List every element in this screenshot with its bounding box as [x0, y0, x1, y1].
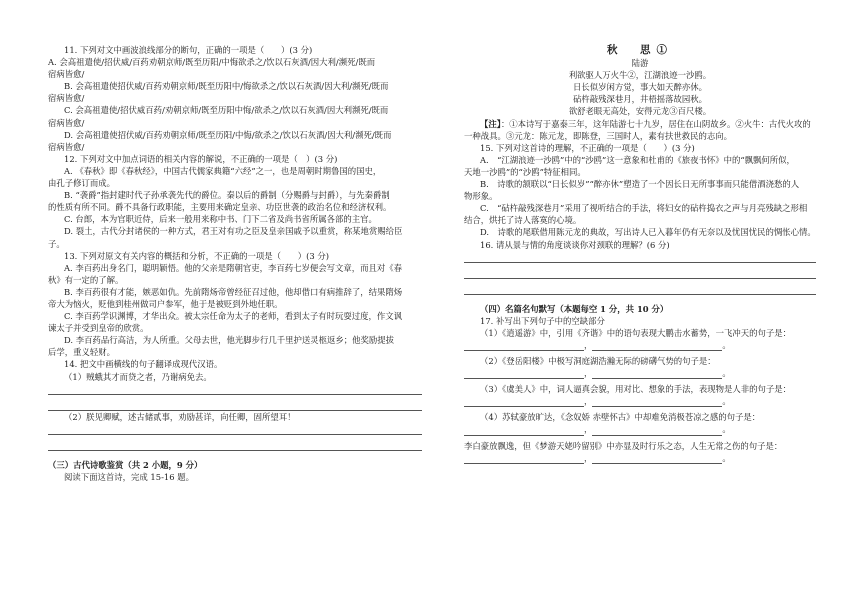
comma: ，: [584, 368, 593, 379]
q17-item-3: （3）《虞美人》中，词人逼真会貌，用对比、想象的手法，表现物是人非的句子是：: [480, 384, 792, 395]
period: 。: [722, 339, 731, 350]
period: 。: [722, 452, 731, 463]
q15-option-a: A. “江湖浪迹一沙鸥”中的“沙鸥”这一意象和杜甫的《旅夜书怀》中的“飘飘何所似，: [480, 154, 795, 165]
comma: ，: [584, 424, 593, 435]
question-15: [464, 142, 816, 239]
q17-5-blank-a[interactable]: [464, 453, 584, 464]
q16-answer-line-3[interactable]: [464, 283, 816, 295]
section-3-intro: 阅读下面这首诗，完成 15-16 题。: [64, 471, 194, 482]
q17-5-blank-b[interactable]: [592, 453, 722, 464]
q12-option-b-cont: 的性质有所不同。爵不具备行政职能，主要用来确定皇亲、功臣世袭的政治名位和经济权利。: [48, 202, 392, 213]
q15-option-d: D. 诗歌的尾联借用陈元龙的典故，写出诗人已入暮年仍有无奈以及忧国忧民的惆怅心情。: [480, 227, 816, 238]
q15-option-a-cont: 天地一沙鸥”的“沙鸥”特征相同。: [464, 166, 586, 177]
q15-option-c: C. “砧杵敲残深巷月”采用了视听结合的手法，将妇女的砧杵捣衣之声与月亮残缺之形相: [480, 203, 808, 214]
q14-answer-line-1a[interactable]: [48, 383, 422, 395]
q16-answer-line-2[interactable]: [464, 267, 816, 279]
q15-stem: 15. 下列对这首诗的理解，不正确的一项是（ ）(3 分): [480, 142, 695, 153]
q13-option-a: A. 李百药出身名门，聪明颖悟。他的父亲是隋朝官吏，李百药七岁便会写文章，而且对《春: [64, 262, 402, 273]
q12-option-a: A. 《春秋》即《春秋经》，中国古代儒家典籍“六经”之一，也是周朝时期鲁国的国史，: [64, 165, 382, 176]
q14-answer-line-2b[interactable]: [48, 439, 422, 451]
q12-option-b: B. “袭爵”指封建时代子孙承袭先代的爵位。秦以后的爵制（分赐爵与封爵），与先秦爵制: [64, 190, 390, 201]
poem-line-2: 日长似岁闲方觉，事大如天醉亦休。: [573, 82, 707, 93]
q14-answer-line-2a[interactable]: [48, 423, 422, 435]
q17-4-blank-a[interactable]: [464, 425, 584, 436]
q11-option-b-cont: 宿病皆愈/: [48, 93, 85, 104]
q17-1-blank-b[interactable]: [592, 340, 722, 351]
poem-author: 陆游: [631, 58, 649, 69]
q17-stem: 17. 补写出下列句子中的空缺部分: [480, 315, 605, 326]
comma: ，: [584, 339, 593, 350]
q17-2-blank-a[interactable]: [464, 368, 584, 379]
comma: ，: [584, 396, 593, 407]
q14-sentence-1: （1）贼蛾其才而贷之者，乃谢病免去。: [64, 371, 212, 382]
poem-line-3: 砧杵敲残深巷月，井梧摇落故园秋。: [573, 94, 707, 105]
note-text: ：①本诗写于嘉泰三年，这年陆游七十九岁，居住在山阴故乡。②火牛：古代火攻的: [500, 118, 811, 129]
q12-option-c: C. 台郎，本为官职近侍，后来一般用来称中书、门下二省及尚书省所属各部的主官。: [64, 214, 377, 225]
question-14: [48, 358, 422, 450]
poem-line-1: 利欲驱人万火牛②，江湖浪迹一沙鸥。: [568, 70, 712, 81]
comma: ，: [584, 452, 593, 463]
question-13: [48, 250, 422, 359]
q11-option-a-cont: 宿病皆愈/: [48, 69, 85, 80]
q15-option-b: B. 诗歌的颔联以“日长似岁”“醉亦休”塑造了一个因长日无所事事而只能借酒浇愁的人: [480, 179, 800, 190]
poem-line-4: 欲舒老眼无高处，安得元龙③百尺楼。: [568, 106, 712, 117]
q12-stem: 12. 下列对文中加点词语的相关内容的解说，不正确的一项是（ ）(3 分): [64, 153, 338, 164]
q17-item-5: 李白豪放飘逸，但《梦游天姥吟留别》中亦显及时行乐之态，人生无常之伤的句子是：: [464, 440, 783, 451]
q14-stem: 14. 把文中画横线的句子翻译成现代汉语。: [64, 359, 223, 370]
q17-item-1: （1）《逍遥游》中，引用《齐谐》中的语句表现大鹏击水蓄势，一飞冲天的句子是：: [480, 327, 792, 338]
q15-option-c-cont: 结合，烘托了诗人落寞的心境。: [464, 215, 582, 226]
q11-option-c: C. 会高祖遣使/招伏威百药/劝朝京师/既至历阳中悔/欲杀之/饮以石灰酒/因大利濒死/既而: [64, 105, 389, 116]
right-column: [464, 44, 816, 464]
q13-stem: 13. 下列对原文有关内容的概括和分析，不正确的一项是（ ）(3 分): [64, 250, 330, 261]
q14-sentence-2: （2）朕见卿赋，述古储贰事，劝励甚详，向任卿，固所望耳！: [64, 411, 296, 422]
poem-title: 秋 思①: [607, 44, 673, 56]
q13-option-a-cont: 秋》有一定的了解。: [48, 274, 124, 285]
question-11: [48, 44, 422, 153]
q13-option-b-cont: 帝大为恼火，贬他到桂州做司户参军，他于是被贬到外地任职。: [48, 298, 283, 309]
q13-option-c-cont: 谏太子并受到皇帝的欣赏。: [48, 323, 149, 334]
q13-option-d-cont: 后学，重义轻财。: [48, 347, 115, 358]
q17-4-blank-b[interactable]: [592, 425, 722, 436]
q17-3-blank-a[interactable]: [464, 396, 584, 407]
q17-1-blank-a[interactable]: [464, 340, 584, 351]
q11-option-c-cont: 宿病皆愈/: [48, 117, 85, 128]
question-16: [464, 239, 816, 295]
section-3-title: （三）古代诗歌鉴赏（共 2 小题，9 分）: [48, 459, 203, 470]
period: 。: [722, 368, 731, 379]
section-4-title: （四）名篇名句默写（本题每空 1 分，共 10 分）: [480, 303, 669, 314]
q17-2-blank-b[interactable]: [592, 368, 722, 379]
question-12: [48, 153, 422, 250]
question-17: [464, 315, 816, 464]
section-4: [464, 303, 816, 315]
q13-option-d: D. 李百药品行高洁，为人所重。父母去世，他光脚步行几千里护送灵柩返乡；他奖励提拔: [64, 335, 394, 346]
q16-answer-line-1[interactable]: [464, 251, 816, 263]
q11-option-a: A. 会高祖遣使/招伏威/百药劝朝京师/既至历阳/中悔欲杀之/饮以石灰酒/因大利/濒死/既而: [48, 57, 376, 68]
poem-note: [464, 118, 816, 142]
q11-option-d-cont: 宿病皆愈/: [48, 141, 85, 152]
period: 。: [722, 424, 731, 435]
q14-answer-line-1b[interactable]: [48, 399, 422, 411]
q16-stem: 16. 请从景与情的角度谈谈你对颈联的理解？(6 分): [480, 239, 670, 250]
q17-item-4: （4）苏轼豪放旷达，《念奴娇 赤壁怀古》中却难免消极苍凉之感的句子是：: [480, 412, 761, 423]
q12-option-d-cont: 子。: [48, 238, 65, 249]
q13-option-c: C. 李百药学识渊博，才华出众。被太宗任命为太子的老师，看到太子有时玩耍过度，作文讽: [64, 311, 403, 322]
q15-option-b-cont: 物形象。: [464, 191, 498, 202]
q13-option-b: B. 李百药很有才能，嫉恶如仇。先前隋炀帝曾经征召过他，他却借口有病推辞了，结果隋炀: [64, 286, 403, 297]
note-text-cont: 一种战具。③元龙：陈元龙，即陈登，三国时人，素有扶世救民的志向。: [464, 130, 732, 141]
note-label: 【注】: [480, 118, 501, 129]
q12-option-a-cont: 由孔子修订而成。: [48, 178, 115, 189]
q17-item-2: （2）《登岳阳楼》中极写洞庭湖浩瀚无际的磅礴气势的句子是：: [480, 355, 716, 366]
q11-option-b: B. 会高祖遣使招伏威/百药劝朝京师/既至历阳中/悔欲杀之/饮以石灰酒/因大利/濒死/既而: [64, 81, 389, 92]
q12-option-d: D. 裂土，古代分封诸侯的一种方式，君王对有功之臣及皇亲国戚予以重赏，称某地赏赐给臣: [64, 226, 403, 237]
q11-stem: 11. 下列对文中画波浪线部分的断句，正确的一项是（ ）(3 分): [64, 45, 313, 55]
period: 。: [722, 396, 731, 407]
section-3: [48, 459, 422, 483]
q17-3-blank-b[interactable]: [592, 396, 722, 407]
poem: [464, 44, 816, 118]
q11-option-d: D. 会高祖遣使招伏威/百药劝朝京师/既至历阳/中悔/欲杀之/饮以石灰酒/因大利/濒死/既而: [64, 129, 392, 140]
left-column: [48, 44, 422, 483]
